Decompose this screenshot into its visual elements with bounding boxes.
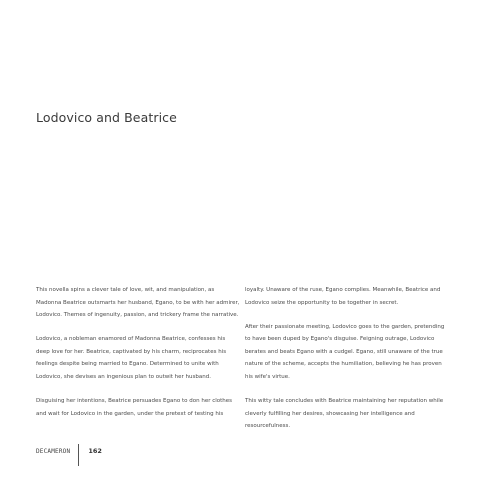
paragraph: After their passionate meeting, Lodovico goes to the garden, pretending to have been duped by Egano's disguise. Feigning outrage, Lodovico berates and beats Egano with a cudgel. Egano, still unaware of the true nature of the scheme, accepts the humiliation, believing he has proven his wife's virtue. <box>245 323 445 381</box>
paragraph: Disguising her intentions, Beatrice persuades Egano to don her clothes and wait for Lodovico in the garden, under the pretext of testing his <box>36 398 233 417</box>
paragraph: This witty tale concludes with Beatrice maintaining her reputation while cleverly fulfilling her desires, showcasing her intelligence and resourcefulness. <box>245 398 444 430</box>
page-title: Lodovico and Beatrice <box>36 110 177 125</box>
paragraph: Lodovico, a nobleman enamored of Madonna Beatrice, confesses his deep love for her. Beatrice, captivated by his charm, reciprocates his feelings despite being married to Egano. Determined to unite with Lodovico, she devises an ingenious plan to outwit her husband. <box>36 336 227 381</box>
footer-divider <box>78 444 79 466</box>
page-number: 162 <box>88 447 102 455</box>
paragraph: loyalty. Unaware of the ruse, Egano complies. Meanwhile, Beatrice and Lodovico seize the opportunity to be together in secret. <box>245 287 441 306</box>
book-title: DECAMERON <box>36 447 71 455</box>
left-text-column <box>36 284 240 432</box>
paragraph: This novella spins a clever tale of love, wit, and manipulation, as Madonna Beatrice outsmarts her husband, Egano, to be with her admirer, Lodovico. Themes of ingenuity, passion, and trickery frame the narrative. <box>36 287 240 319</box>
right-text-column <box>245 284 449 444</box>
page-footer <box>36 444 102 458</box>
